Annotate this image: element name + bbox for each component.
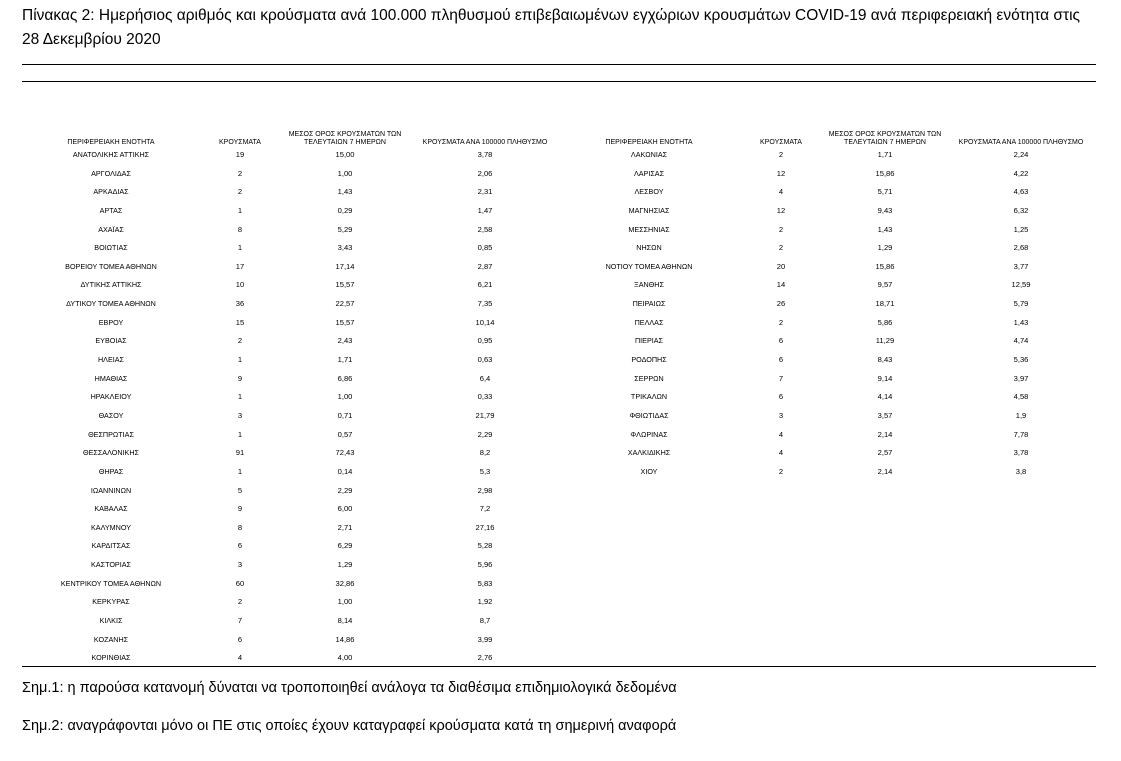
cell-avg: 1,29 <box>877 243 893 253</box>
cell-avg: 5,29 <box>337 224 353 234</box>
cell-avg: 4,00 <box>337 653 353 663</box>
table-row <box>0 332 1121 351</box>
cell-region: ΝΟΤΙΟΥ ΤΟΜΕΑ ΑΘΗΝΩΝ <box>605 261 693 271</box>
cell-cases: 6 <box>778 336 784 346</box>
cell-cases: 1 <box>237 466 243 476</box>
cell-cases: 1 <box>237 392 243 402</box>
table-row <box>0 183 1121 202</box>
cell-per100k: 7,78 <box>1013 429 1029 439</box>
cell-cases: 2 <box>237 597 243 607</box>
right-table-body <box>0 146 1121 482</box>
cell-avg: 15,57 <box>335 317 355 327</box>
cell-avg: 6,00 <box>337 504 353 514</box>
cell-per100k: 1,43 <box>1013 317 1029 327</box>
table-row <box>0 612 560 631</box>
cell-cases: 7 <box>237 616 243 626</box>
header-cases: ΚΡΟΥΣΜΑΤΑ <box>219 138 261 146</box>
cell-cases: 2 <box>237 187 243 197</box>
cell-region: ΗΛΕΙΑΣ <box>97 355 125 365</box>
top-rule-2 <box>22 81 1096 82</box>
cell-per100k: 4,22 <box>1013 168 1029 178</box>
cell-per100k: 5,36 <box>1013 355 1029 365</box>
cell-region: ΑΡΓΟΛΙΔΑΣ <box>91 168 131 178</box>
cell-region: ΚΑΒΑΛΑΣ <box>94 504 128 514</box>
cell-cases: 7 <box>778 373 784 383</box>
cell-per100k: 0,95 <box>477 336 493 346</box>
cell-avg: 5,86 <box>877 317 893 327</box>
cell-region: ΦΘΙΩΤΙΔΑΣ <box>629 410 669 420</box>
header-region-right: ΠΕΡΙΦΕΡΕΙΑΚΗ ΕΝΟΤΗΤΑ <box>605 138 693 146</box>
cell-per100k: 4,74 <box>1013 336 1029 346</box>
cell-cases: 2 <box>778 243 784 253</box>
right-table <box>0 124 1121 482</box>
cell-per100k: 2,29 <box>477 429 493 439</box>
cell-per100k: 2,06 <box>477 168 493 178</box>
table-row <box>0 146 1121 165</box>
header-avg-line1-right: ΜΕΣΟΣ ΟΡΟΣ ΚΡΟΥΣΜΑΤΩΝ ΤΩΝ <box>828 131 942 138</box>
header-avg-right <box>829 131 942 146</box>
cell-region: ΧΑΛΚΙΔΙΚΗΣ <box>627 448 671 458</box>
cell-per100k: 3,97 <box>1013 373 1029 383</box>
table-row <box>0 593 560 612</box>
cell-avg: 9,14 <box>877 373 893 383</box>
cell-region: ΜΕΣΣΗΝΙΑΣ <box>628 224 670 234</box>
cell-cases: 3 <box>778 410 784 420</box>
cell-per100k: 27,16 <box>475 522 495 532</box>
cell-per100k: 4,58 <box>1013 392 1029 402</box>
cell-avg: 1,00 <box>337 168 353 178</box>
table-row <box>0 482 560 501</box>
cell-region: ΘΕΣΣΑΛΟΝΙΚΗΣ <box>83 448 139 458</box>
cell-region: ΠΕΛΛΑΣ <box>634 317 664 327</box>
cell-region: ΤΡΙΚΑΛΩΝ <box>630 392 668 402</box>
cell-region: ΡΟΔΟΠΗΣ <box>631 355 667 365</box>
table-row <box>0 388 1121 407</box>
cell-per100k: 2,68 <box>1013 243 1029 253</box>
cell-per100k: 7,35 <box>477 299 493 309</box>
cell-per100k: 1,25 <box>1013 224 1029 234</box>
cell-region: ΛΑΡΙΣΑΣ <box>633 168 665 178</box>
cell-per100k: 12,59 <box>1011 280 1031 290</box>
cell-cases: 26 <box>776 299 786 309</box>
cell-avg: 18,71 <box>875 299 895 309</box>
table-row <box>0 407 1121 426</box>
cell-per100k: 3,99 <box>477 634 493 644</box>
cell-per100k: 3,77 <box>1013 261 1029 271</box>
cell-avg: 15,86 <box>875 168 895 178</box>
top-rule <box>22 64 1096 65</box>
table-row <box>0 444 1121 463</box>
cell-cases: 12 <box>776 205 786 215</box>
cell-per100k: 2,76 <box>477 653 493 663</box>
cell-avg: 1,43 <box>877 224 893 234</box>
cell-region: ΚΑΣΤΟΡΙΑΣ <box>91 560 131 570</box>
cell-region: ΑΡΤΑΣ <box>99 205 123 215</box>
cell-per100k: 2,87 <box>477 261 493 271</box>
table-row <box>0 370 1121 389</box>
cell-per100k: 5,79 <box>1013 299 1029 309</box>
table-row <box>0 276 1121 295</box>
cell-region: ΒΟΡΕΙΟΥ ΤΟΜΕΑ ΑΘΗΝΩΝ <box>65 261 157 271</box>
cell-per100k: 3,8 <box>1015 466 1027 476</box>
cell-cases: 17 <box>235 261 245 271</box>
cell-region: ΞΑΝΘΗΣ <box>634 280 664 290</box>
cell-region: ΑΝΑΤΟΛΙΚΗΣ ΑΤΤΙΚΗΣ <box>72 150 150 159</box>
cell-cases: 2 <box>778 466 784 476</box>
cell-region: ΚΟΖΑΝΗΣ <box>93 634 129 644</box>
cell-avg: 15,57 <box>335 280 355 290</box>
cell-per100k: 5,96 <box>477 560 493 570</box>
cell-avg: 5,71 <box>877 187 893 197</box>
cell-cases: 12 <box>776 168 786 178</box>
cell-region: ΕΥΒΟΙΑΣ <box>95 336 127 346</box>
cell-avg: 4,14 <box>877 392 893 402</box>
cell-avg: 15,86 <box>875 261 895 271</box>
table-row <box>0 258 1121 277</box>
cell-region: ΗΡΑΚΛΕΙΟΥ <box>90 392 132 402</box>
cell-cases: 2 <box>778 317 784 327</box>
cell-avg: 2,71 <box>337 522 353 532</box>
cell-cases: 1 <box>237 429 243 439</box>
cell-per100k: 3,78 <box>1013 448 1029 458</box>
cell-region: ΠΙΕΡΙΑΣ <box>634 336 664 346</box>
cell-avg: 17,14 <box>335 261 355 271</box>
cell-cases: 4 <box>778 187 784 197</box>
cell-avg: 6,29 <box>337 541 353 551</box>
cell-per100k: 7,2 <box>479 504 491 514</box>
cell-region: ΝΗΣΩΝ <box>636 243 662 253</box>
cell-avg: 6,86 <box>337 373 353 383</box>
cell-cases: 2 <box>237 168 243 178</box>
cell-region: ΛΕΣΒΟΥ <box>634 187 664 197</box>
cell-per100k: 8,2 <box>479 448 491 458</box>
cell-per100k: 6,4 <box>479 373 491 383</box>
cell-avg: 8,14 <box>337 616 353 626</box>
cell-region: ΠΕΙΡΑΙΩΣ <box>632 299 666 309</box>
cell-per100k: 1,92 <box>477 597 493 607</box>
cell-cases: 91 <box>235 448 245 458</box>
cell-cases: 9 <box>237 373 243 383</box>
cell-region: ΛΑΚΩΝΙΑΣ <box>630 150 668 159</box>
cell-region: ΚΙΛΚΙΣ <box>99 616 123 626</box>
cell-avg: 2,29 <box>337 485 353 495</box>
cell-avg: 0,29 <box>337 205 353 215</box>
cell-avg: 8,43 <box>877 355 893 365</box>
cell-avg: 2,14 <box>877 429 893 439</box>
cell-per100k: 6,21 <box>477 280 493 290</box>
cell-avg: 22,57 <box>335 299 355 309</box>
header-per100k: ΚΡΟΥΣΜΑΤΑ ΑΝΑ 100000 ΠΛΗΘΥΣΜΟ <box>422 138 548 146</box>
cell-avg: 32,86 <box>335 578 355 588</box>
cell-cases: 4 <box>778 429 784 439</box>
cell-cases: 60 <box>235 578 245 588</box>
table-row <box>0 239 1121 258</box>
table-caption: Πίνακας 2: Ημερήσιος αριθμός και κρούσματα ανά 100.000 πληθυσμού επιβεβαιωμένων εγχώριων κρουσμάτων COVID-19 ανά περιφερειακή ενότητα στις 28 Δεκεμβρίου 2020 <box>22 7 1080 48</box>
cell-avg: 2,57 <box>877 448 893 458</box>
cell-region: ΘΑΣΟΥ <box>98 410 124 420</box>
cell-region: ΦΛΩΡΙΝΑΣ <box>630 429 668 439</box>
cell-per100k: 10,14 <box>475 317 495 327</box>
cell-cases: 8 <box>237 224 243 234</box>
cell-per100k: 2,58 <box>477 224 493 234</box>
cell-avg: 0,71 <box>337 410 353 420</box>
cell-region: ΕΒΡΟΥ <box>98 317 124 327</box>
cell-cases: 5 <box>237 485 243 495</box>
cell-avg: 1,29 <box>337 560 353 570</box>
cell-avg: 3,43 <box>337 243 353 253</box>
cell-cases: 6 <box>778 392 784 402</box>
cell-per100k: 21,79 <box>475 410 495 420</box>
header-avg-line2: ΤΕΛΕΥΤΑΙΩΝ 7 ΗΜΕΡΩΝ <box>304 138 386 146</box>
header-region: ΠΕΡΙΦΕΡΕΙΑΚΗ ΕΝΟΤΗΤΑ <box>67 138 155 146</box>
cell-cases: 8 <box>237 522 243 532</box>
cell-per100k: 8,7 <box>479 616 491 626</box>
table-row <box>0 463 1121 482</box>
cell-avg: 1,43 <box>337 187 353 197</box>
header-avg-line2-right: ΤΕΛΕΥΤΑΙΩΝ 7 ΗΜΕΡΩΝ <box>844 138 926 146</box>
cell-per100k: 6,32 <box>1013 205 1029 215</box>
cell-per100k: 5,83 <box>477 578 493 588</box>
cell-cases: 6 <box>237 634 243 644</box>
header-per100k-right: ΚΡΟΥΣΜΑΤΑ ΑΝΑ 100000 ΠΛΗΘΥΣΜΟ <box>958 138 1084 146</box>
cell-cases: 3 <box>237 560 243 570</box>
cell-region: ΔΥΤΙΚΟΥ ΤΟΜΕΑ ΑΘΗΝΩΝ <box>66 299 156 309</box>
header-cases-right: ΚΡΟΥΣΜΑΤΑ <box>760 138 802 146</box>
table-row <box>0 202 1121 221</box>
cell-per100k: 2,24 <box>1013 150 1029 159</box>
cell-cases: 9 <box>237 504 243 514</box>
right-table-header <box>0 124 1121 146</box>
table-row <box>0 631 560 650</box>
cell-avg: 2,14 <box>877 466 893 476</box>
cell-cases: 4 <box>778 448 784 458</box>
table-row <box>0 519 560 538</box>
table-row <box>0 221 1121 240</box>
cell-cases: 14 <box>776 280 786 290</box>
cell-avg: 0,14 <box>337 466 353 476</box>
cell-region: ΣΕΡΡΩΝ <box>634 373 664 383</box>
cell-region: ΗΜΑΘΙΑΣ <box>94 373 128 383</box>
cell-cases: 2 <box>778 150 784 159</box>
cell-region: ΚΕΡΚΥΡΑΣ <box>92 597 130 607</box>
cell-region: ΜΑΓΝΗΣΙΑΣ <box>628 205 670 215</box>
cell-per100k: 2,31 <box>477 187 493 197</box>
bottom-rule <box>22 666 1096 667</box>
cell-avg: 9,57 <box>877 280 893 290</box>
cell-cases: 2 <box>237 336 243 346</box>
cell-cases: 3 <box>237 410 243 420</box>
cell-per100k: 4,63 <box>1013 187 1029 197</box>
cell-region: ΘΗΡΑΣ <box>98 466 124 476</box>
cell-per100k: 0,33 <box>477 392 493 402</box>
cell-per100k: 3,78 <box>477 150 493 159</box>
cell-per100k: 2,98 <box>477 485 493 495</box>
cell-cases: 15 <box>235 317 245 327</box>
cell-region: ΚΑΡΔΙΤΣΑΣ <box>91 541 131 551</box>
cell-avg: 11,29 <box>875 336 895 346</box>
cell-cases: 1 <box>237 205 243 215</box>
cell-cases: 4 <box>237 653 243 663</box>
cell-per100k: 5,28 <box>477 541 493 551</box>
table-row <box>0 351 1121 370</box>
cell-avg: 9,43 <box>877 205 893 215</box>
cell-avg: 15,00 <box>335 150 355 159</box>
header-avg-line1: ΜΕΣΟΣ ΟΡΟΣ ΚΡΟΥΣΜΑΤΩΝ ΤΩΝ <box>288 131 402 138</box>
cell-avg: 1,00 <box>337 597 353 607</box>
cell-per100k: 5,3 <box>479 466 491 476</box>
cell-cases: 19 <box>235 150 245 159</box>
cell-avg: 3,57 <box>877 410 893 420</box>
cell-per100k: 1,47 <box>477 205 493 215</box>
cell-region: ΔΥΤΙΚΗΣ ΑΤΤΙΚΗΣ <box>80 280 142 290</box>
cell-avg: 1,00 <box>337 392 353 402</box>
cell-region: ΑΧΑΪΑΣ <box>98 224 124 234</box>
cell-region: ΘΕΣΠΡΩΤΙΑΣ <box>88 429 134 439</box>
cell-cases: 6 <box>778 355 784 365</box>
cell-avg: 2,43 <box>337 336 353 346</box>
table-row <box>0 165 1121 184</box>
note-1: Σημ.1: η παρούσα κατανομή δύναται να τροποποιηθεί ανάλογα τα διαθέσιμα επιδημιολογικά δεδομένα <box>22 680 677 696</box>
cell-region: ΑΡΚΑΔΙΑΣ <box>93 187 129 197</box>
cell-avg: 1,71 <box>337 355 353 365</box>
cell-cases: 6 <box>237 541 243 551</box>
table-row <box>0 575 560 594</box>
cell-cases: 10 <box>235 280 245 290</box>
cell-region: ΚΑΛΥΜΝΟΥ <box>91 522 131 532</box>
table-row <box>0 295 1121 314</box>
note-2: Σημ.2: αναγράφονται μόνο οι ΠΕ στις οποίες έχουν καταγραφεί κρούσματα κατά τη σημερινή αναφορά <box>22 718 677 734</box>
cell-per100k: 0,63 <box>477 355 493 365</box>
table-row <box>0 537 560 556</box>
cell-cases: 1 <box>237 355 243 365</box>
cell-region: ΙΩΑΝΝΙΝΩΝ <box>90 485 132 495</box>
cell-cases: 2 <box>778 224 784 234</box>
cell-per100k: 1,9 <box>1015 410 1027 420</box>
cell-per100k: 0,85 <box>477 243 493 253</box>
cell-region: ΧΙΟΥ <box>640 466 658 476</box>
table-row <box>0 426 1121 445</box>
cell-region: ΚΟΡΙΝΘΙΑΣ <box>91 653 131 663</box>
cell-avg: 14,86 <box>335 634 355 644</box>
table-row <box>0 500 560 519</box>
cell-region: ΒΟΙΩΤΙΑΣ <box>94 243 128 253</box>
table-row <box>0 314 1121 333</box>
cell-region: ΚΕΝΤΡΙΚΟΥ ΤΟΜΕΑ ΑΘΗΝΩΝ <box>60 578 162 588</box>
cell-cases: 1 <box>237 243 243 253</box>
cell-cases: 20 <box>776 261 786 271</box>
cell-avg: 1,71 <box>877 150 893 159</box>
cell-avg: 0,57 <box>337 429 353 439</box>
table-row <box>0 556 560 575</box>
cell-cases: 36 <box>235 299 245 309</box>
cell-avg: 72,43 <box>335 448 355 458</box>
